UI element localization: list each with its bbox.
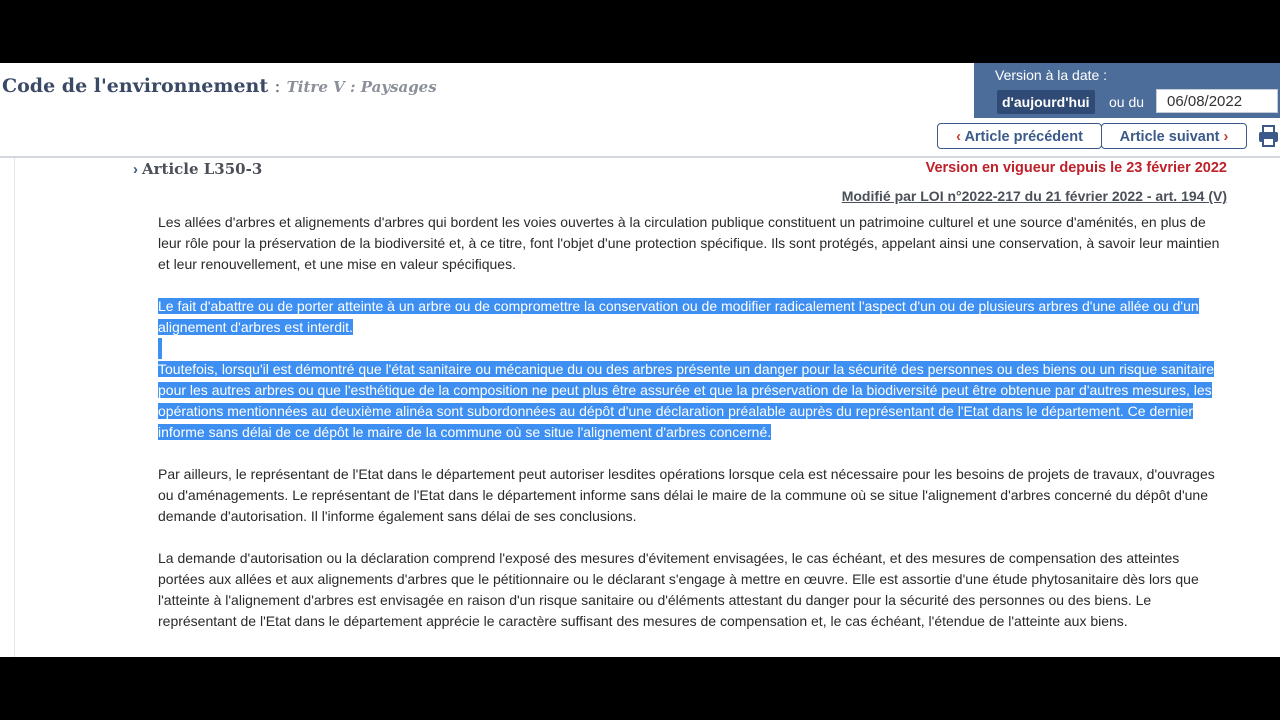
page-title [2,75,437,97]
printer-icon[interactable] [1257,123,1280,149]
page-frame [0,63,1280,657]
or-label: ou du [1109,94,1145,110]
titre-breadcrumb[interactable]: Titre V : Paysages [286,78,437,96]
version-date-panel [974,63,1280,118]
modified-by-link[interactable]: Modifié par LOI n°2022-217 du 21 février 2022 - art. 194 (V) [841,188,1227,204]
selected-text: Toutefois, lorsqu'il est démontré que l'état sanitaire ou mécanique du ou des arbres présente un danger pour la sécurité des personnes ou des biens ou un risque sanitaire pour les autres arbres ou que l'esthétique de la composition ne peut plus être assurée et que la préservation de la biodiversité peut être obtenue par d'autres mesures, les opérations mentionnées au deuxième alinéa sont subordonnées au dépôt d'une déclaration préalable auprès du représentant de l'Etat dans le département. Ce dernier informe sans délai de ce dépôt le maire de la commune où se situe l'alignement d'arbres concerné. [158,361,1215,440]
chevron-right-icon: › [133,161,138,178]
left-divider [14,158,15,657]
paragraph-2 [158,296,1228,359]
paragraph-text: Par ailleurs, le représentant de l'Etat dans le département peut autoriser lesdites opérations lorsque cela est nécessaire pour les besoins de projets de travaux, d'ouvrages ou d'aménagements. Le représentant de l'Etat dans le département informe sans délai le maire de la commune où se situe l'alignement d'arbres concerné du dépôt d'une demande d'autorisation. Il l'informe également sans délai de ses conclusions. [158,466,1215,524]
selected-blank-line [158,338,162,359]
paragraph-text: Les allées d'arbres et alignements d'arbres qui bordent les voies ouvertes à la circulation publique constituent un patrimoine culturel et une source d'aménités, en plus de leur rôle pour la préservation de la biodiversité et, à ce titre, font l'objet d'une protection spécifique. Ils sont protégés, appelant ainsi une conservation, à savoir leur maintien et leur renouvellement, et une mise en valeur spécifiques. [158,214,1220,272]
paragraph-text: La demande d'autorisation ou la déclaration comprend l'exposé des mesures d'évitement envisagées, le cas échéant, et des mesures de compensation des atteintes portées aux allées et aux alignements d'arbres que le pétitionnaire ou le déclarant s'engage à mettre en œuvre. Elle est assortie d'une étude phytosanitaire dès lors que l'atteinte à l'alignement d'arbres est envisagée en raison d'un risque sanitaire ou d'éléments attestant du danger pour la sécurité des personnes ou des biens. Le représentant de l'Etat dans le département apprécie le caractère suffisant des mesures de compensation et, le cas échéant, l'étendue de l'atteinte aux biens. [158,550,1199,629]
article-body [158,212,1228,653]
version-label: Version à la date : [995,67,1108,83]
title-separator: : [268,75,287,97]
today-button[interactable]: d'aujourd'hui [997,90,1095,114]
article-heading[interactable] [133,160,262,178]
selected-text: Le fait d'abattre ou de porter atteinte à un arbre ou de compromettre la conservation ou de modifier radicalement l'aspect d'un ou de plusieurs arbres d'une allée ou d'un alignement d'arbres est interdit. [158,298,1199,335]
paragraph-5 [158,548,1228,632]
code-title[interactable]: Code de l'environnement [2,75,269,97]
next-article-button[interactable] [1101,123,1247,149]
paragraph-3 [158,359,1228,443]
article-nav-bar [0,118,1280,158]
header [0,63,1280,118]
previous-article-label: Article précédent [964,129,1083,145]
paragraph-4 [158,464,1228,527]
version-status: Version en vigueur depuis le 23 février 2022 [925,160,1227,176]
chevron-left-icon: ‹ [956,129,961,145]
chevron-right-icon: › [1223,129,1229,145]
article-number: Article L350-3 [142,160,263,178]
paragraph-1 [158,212,1228,275]
previous-article-button[interactable] [937,123,1102,149]
next-article-label: Article suivant [1119,129,1220,145]
date-input[interactable] [1156,89,1278,113]
